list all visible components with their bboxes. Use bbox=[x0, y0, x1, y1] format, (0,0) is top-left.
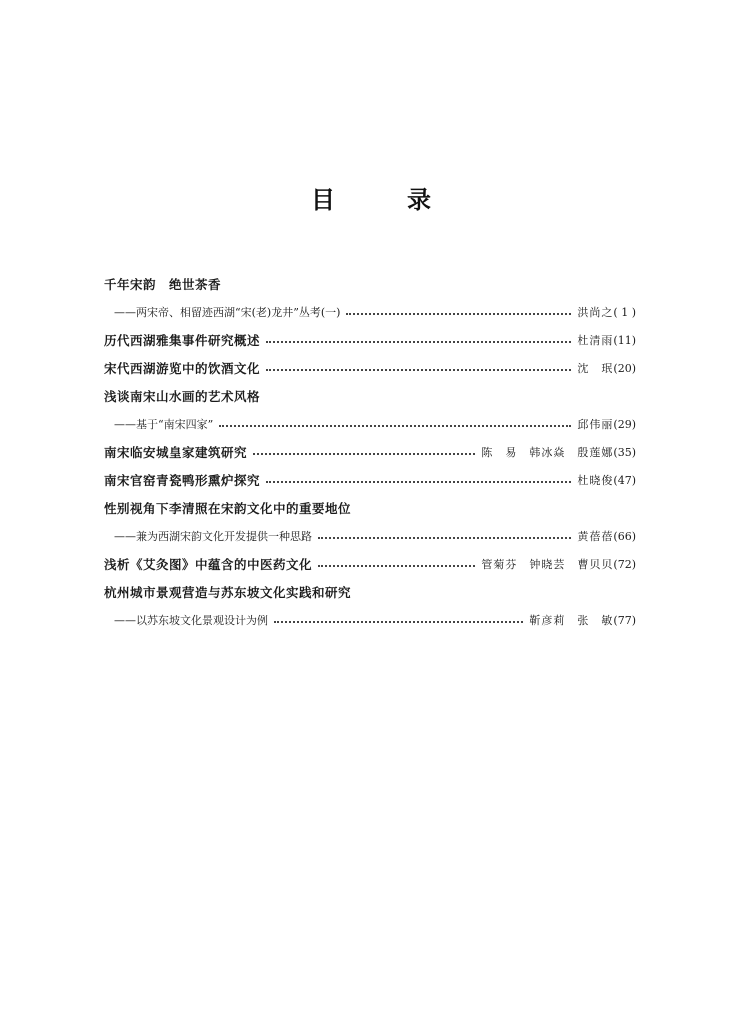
entry-authors: 靳彦莉 张 敏 bbox=[529, 614, 614, 627]
entry-title: 千年宋韵 绝世茶香 bbox=[104, 277, 222, 292]
toc-entry bbox=[104, 522, 636, 550]
entry-page: (77) bbox=[613, 613, 636, 627]
toc-entry bbox=[104, 606, 636, 634]
page-title: 目 录 bbox=[311, 186, 455, 214]
entry-page: (66) bbox=[613, 529, 636, 543]
table-of-contents bbox=[104, 270, 636, 634]
toc-entry bbox=[104, 550, 636, 578]
entry-title: 杭州城市景观营造与苏东坡文化实践和研究 bbox=[104, 585, 352, 600]
entry-subtitle: ——两宋帝、相留迹西湖“宋(老)龙井”丛考(一) bbox=[114, 306, 341, 319]
entry-authors: 沈 珉 bbox=[577, 362, 614, 375]
entry-title: 浅谈南宋山水画的艺术风格 bbox=[104, 389, 261, 404]
toc-entry bbox=[104, 578, 636, 606]
entry-authors: 邱伟丽 bbox=[577, 418, 614, 431]
dot-leader bbox=[318, 555, 475, 567]
entry-title: 历代西湖雅集事件研究概述 bbox=[104, 333, 261, 348]
toc-entry bbox=[104, 438, 636, 466]
entry-title: 性别视角下李清照在宋韵文化中的重要地位 bbox=[104, 501, 352, 516]
dot-leader bbox=[266, 331, 571, 343]
dot-leader bbox=[266, 359, 571, 371]
entry-authors: 杜晓俊 bbox=[577, 474, 614, 487]
entry-subtitle: ——以苏东坡文化景观设计为例 bbox=[114, 614, 268, 627]
toc-entry bbox=[104, 382, 636, 410]
entry-title: 浅析《艾灸图》中蕴含的中医药文化 bbox=[104, 557, 313, 572]
entry-page: (20) bbox=[613, 361, 636, 375]
toc-entry bbox=[104, 326, 636, 354]
entry-page: (47) bbox=[613, 473, 636, 487]
entry-authors: 陈 易 韩冰焱 殷莲娜 bbox=[481, 446, 614, 459]
entry-title: 南宋临安城皇家建筑研究 bbox=[104, 445, 248, 460]
toc-entry bbox=[104, 270, 636, 298]
toc-entry bbox=[104, 410, 636, 438]
entry-page: (29) bbox=[613, 417, 636, 431]
entry-subtitle: ——基于“南宋四家” bbox=[114, 418, 214, 431]
dot-leader bbox=[219, 415, 571, 427]
dot-leader bbox=[253, 443, 475, 455]
entry-authors: 杜清雨 bbox=[577, 334, 614, 347]
toc-entry bbox=[104, 298, 636, 326]
dot-leader bbox=[274, 611, 523, 623]
toc-entry bbox=[104, 466, 636, 494]
entry-page: ( 1 ) bbox=[613, 305, 636, 319]
entry-authors: 黄蓓蓓 bbox=[577, 530, 614, 543]
entry-page: (35) bbox=[613, 445, 636, 459]
entry-authors: 管菊芬 钟晓芸 曹贝贝 bbox=[481, 558, 614, 571]
entry-authors: 洪尚之 bbox=[577, 306, 614, 319]
entry-title: 宋代西湖游览中的饮酒文化 bbox=[104, 361, 261, 376]
dot-leader bbox=[318, 527, 571, 539]
toc-entry bbox=[104, 354, 636, 382]
entry-subtitle: ——兼为西湖宋韵文化开发提供一种思路 bbox=[114, 530, 312, 543]
entry-page: (72) bbox=[613, 557, 636, 571]
dot-leader bbox=[346, 303, 571, 315]
toc-entry bbox=[104, 494, 636, 522]
dot-leader bbox=[266, 471, 571, 483]
entry-title: 南宋官窑青瓷鸭形熏炉探究 bbox=[104, 473, 261, 488]
entry-page: (11) bbox=[613, 333, 636, 347]
